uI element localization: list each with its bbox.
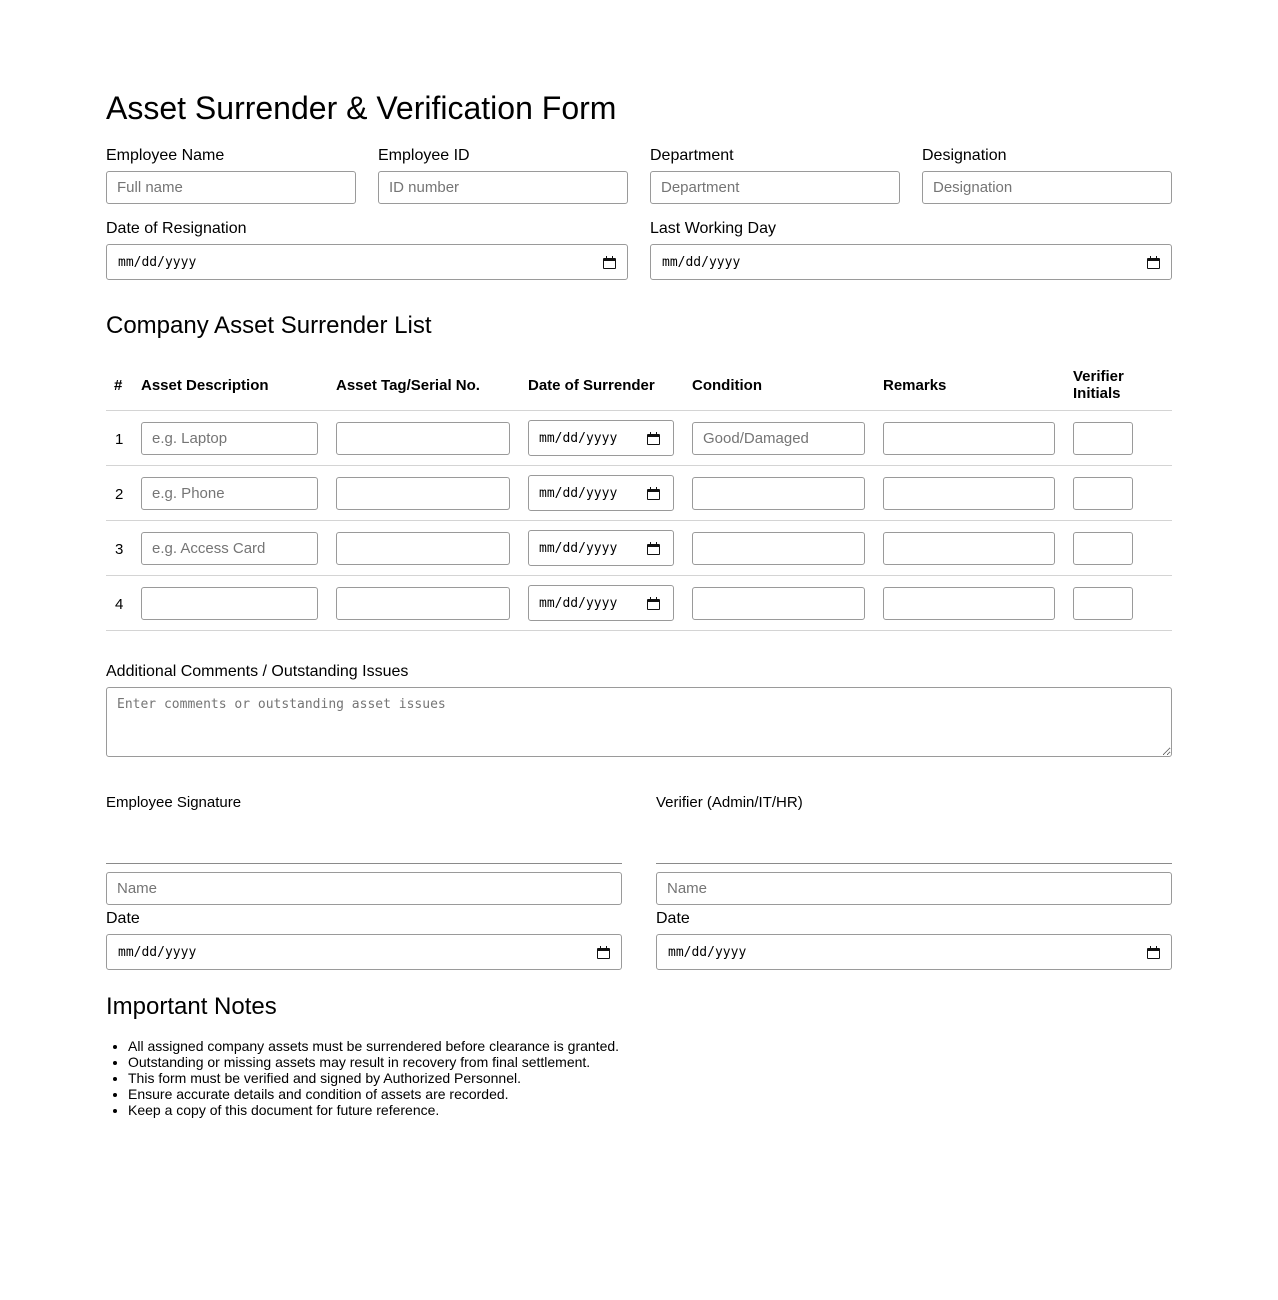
verifier-initials-input[interactable] [1073, 587, 1133, 620]
designation-label: Designation [922, 147, 1007, 164]
remarks-input[interactable] [883, 422, 1055, 455]
table-divider [106, 410, 1172, 411]
date-placeholder: mm/dd/yyyy [118, 254, 197, 270]
verifier-initials-input[interactable] [1073, 422, 1133, 455]
calendar-icon[interactable] [597, 946, 610, 959]
verifier-signature-name-input[interactable] [656, 872, 1172, 905]
verifier-signature-date-input[interactable] [656, 934, 1172, 970]
date-placeholder: mm/dd/yyyy [539, 485, 618, 501]
col-header-remarks: Remarks [883, 377, 947, 394]
date-placeholder: mm/dd/yyyy [539, 540, 618, 556]
remarks-input[interactable] [883, 477, 1055, 510]
col-header-date: Date of Surrender [528, 377, 655, 394]
table-row-divider [106, 520, 1172, 521]
table-row-divider [106, 575, 1172, 576]
list-item: • This form must be verified and signed by Authorized Personnel. [128, 1070, 619, 1086]
condition-input[interactable] [692, 532, 865, 565]
asset-tag-input[interactable] [336, 477, 510, 510]
surrender-date-input[interactable] [528, 420, 674, 456]
condition-input[interactable] [692, 477, 865, 510]
employee-signature-label: Employee Signature [106, 794, 242, 811]
asset-section-title: Company Asset Surrender List [106, 312, 432, 339]
calendar-icon[interactable] [647, 597, 660, 610]
last-working-day-label: Last Working Day [650, 220, 776, 237]
employee-id-input[interactable] [378, 171, 628, 204]
employee-signature-name-input[interactable] [106, 872, 622, 905]
list-item: • Outstanding or missing assets may result in recovery from final settlement. [128, 1054, 619, 1070]
date-placeholder: mm/dd/yyyy [539, 595, 618, 611]
row-number: 4 [115, 596, 124, 613]
employee-signature-date-label: Date [106, 910, 140, 927]
surrender-date-input[interactable] [528, 530, 674, 566]
asset-description-input[interactable] [141, 532, 318, 565]
employee-id-label: Employee ID [378, 147, 470, 164]
notes-list [106, 1038, 619, 1118]
list-item: • Ensure accurate details and condition of assets are recorded. [128, 1086, 619, 1102]
calendar-icon[interactable] [647, 487, 660, 500]
surrender-date-input[interactable] [528, 475, 674, 511]
notes-title: Important Notes [106, 993, 277, 1020]
asset-description-input[interactable] [141, 422, 318, 455]
resignation-date-label: Date of Resignation [106, 220, 247, 237]
date-placeholder: mm/dd/yyyy [118, 944, 197, 960]
col-header-verifier: Verifier [1073, 368, 1124, 385]
comments-label: Additional Comments / Outstanding Issues [106, 663, 409, 680]
resignation-date-input[interactable] [106, 244, 628, 280]
department-label: Department [650, 147, 734, 164]
employee-name-label: Employee Name [106, 147, 225, 164]
verifier-initials-input[interactable] [1073, 477, 1133, 510]
condition-input[interactable] [692, 587, 865, 620]
col-header-initials: Initials [1073, 385, 1121, 402]
col-header-description: Asset Description [141, 377, 269, 394]
calendar-icon[interactable] [603, 256, 616, 269]
list-item: • All assigned company assets must be surrendered before clearance is granted. [128, 1038, 619, 1054]
col-header-condition: Condition [692, 377, 762, 394]
condition-input[interactable] [692, 422, 865, 455]
last-working-day-input[interactable] [650, 244, 1172, 280]
verifier-signature-line[interactable] [656, 863, 1172, 864]
row-number: 1 [115, 431, 124, 448]
surrender-date-input[interactable] [528, 585, 674, 621]
employee-name-input[interactable] [106, 171, 356, 204]
verifier-initials-input[interactable] [1073, 532, 1133, 565]
col-header-tag: Asset Tag/Serial No. [336, 377, 480, 394]
remarks-input[interactable] [883, 532, 1055, 565]
calendar-icon[interactable] [1147, 256, 1160, 269]
employee-signature-line[interactable] [106, 863, 622, 864]
asset-description-input[interactable] [141, 587, 318, 620]
verifier-signature-label: Verifier (Admin/IT/HR) [656, 794, 803, 811]
asset-tag-input[interactable] [336, 587, 510, 620]
list-item: • Keep a copy of this document for future reference. [128, 1102, 619, 1118]
date-placeholder: mm/dd/yyyy [662, 254, 741, 270]
table-row-divider [106, 465, 1172, 466]
calendar-icon[interactable] [647, 542, 660, 555]
date-placeholder: mm/dd/yyyy [539, 430, 618, 446]
form-title: Asset Surrender & Verification Form [106, 90, 617, 126]
asset-description-input[interactable] [141, 477, 318, 510]
department-input[interactable] [650, 171, 900, 204]
remarks-input[interactable] [883, 587, 1055, 620]
row-number: 2 [115, 486, 124, 503]
col-header-num: # [114, 377, 123, 394]
asset-tag-input[interactable] [336, 532, 510, 565]
row-number: 3 [115, 541, 124, 558]
employee-signature-date-input[interactable] [106, 934, 622, 970]
asset-tag-input[interactable] [336, 422, 510, 455]
calendar-icon[interactable] [1147, 946, 1160, 959]
calendar-icon[interactable] [647, 432, 660, 445]
verifier-signature-date-label: Date [656, 910, 690, 927]
comments-textarea[interactable] [106, 687, 1172, 757]
table-row-divider [106, 630, 1172, 631]
date-placeholder: mm/dd/yyyy [668, 944, 747, 960]
designation-input[interactable] [922, 171, 1172, 204]
